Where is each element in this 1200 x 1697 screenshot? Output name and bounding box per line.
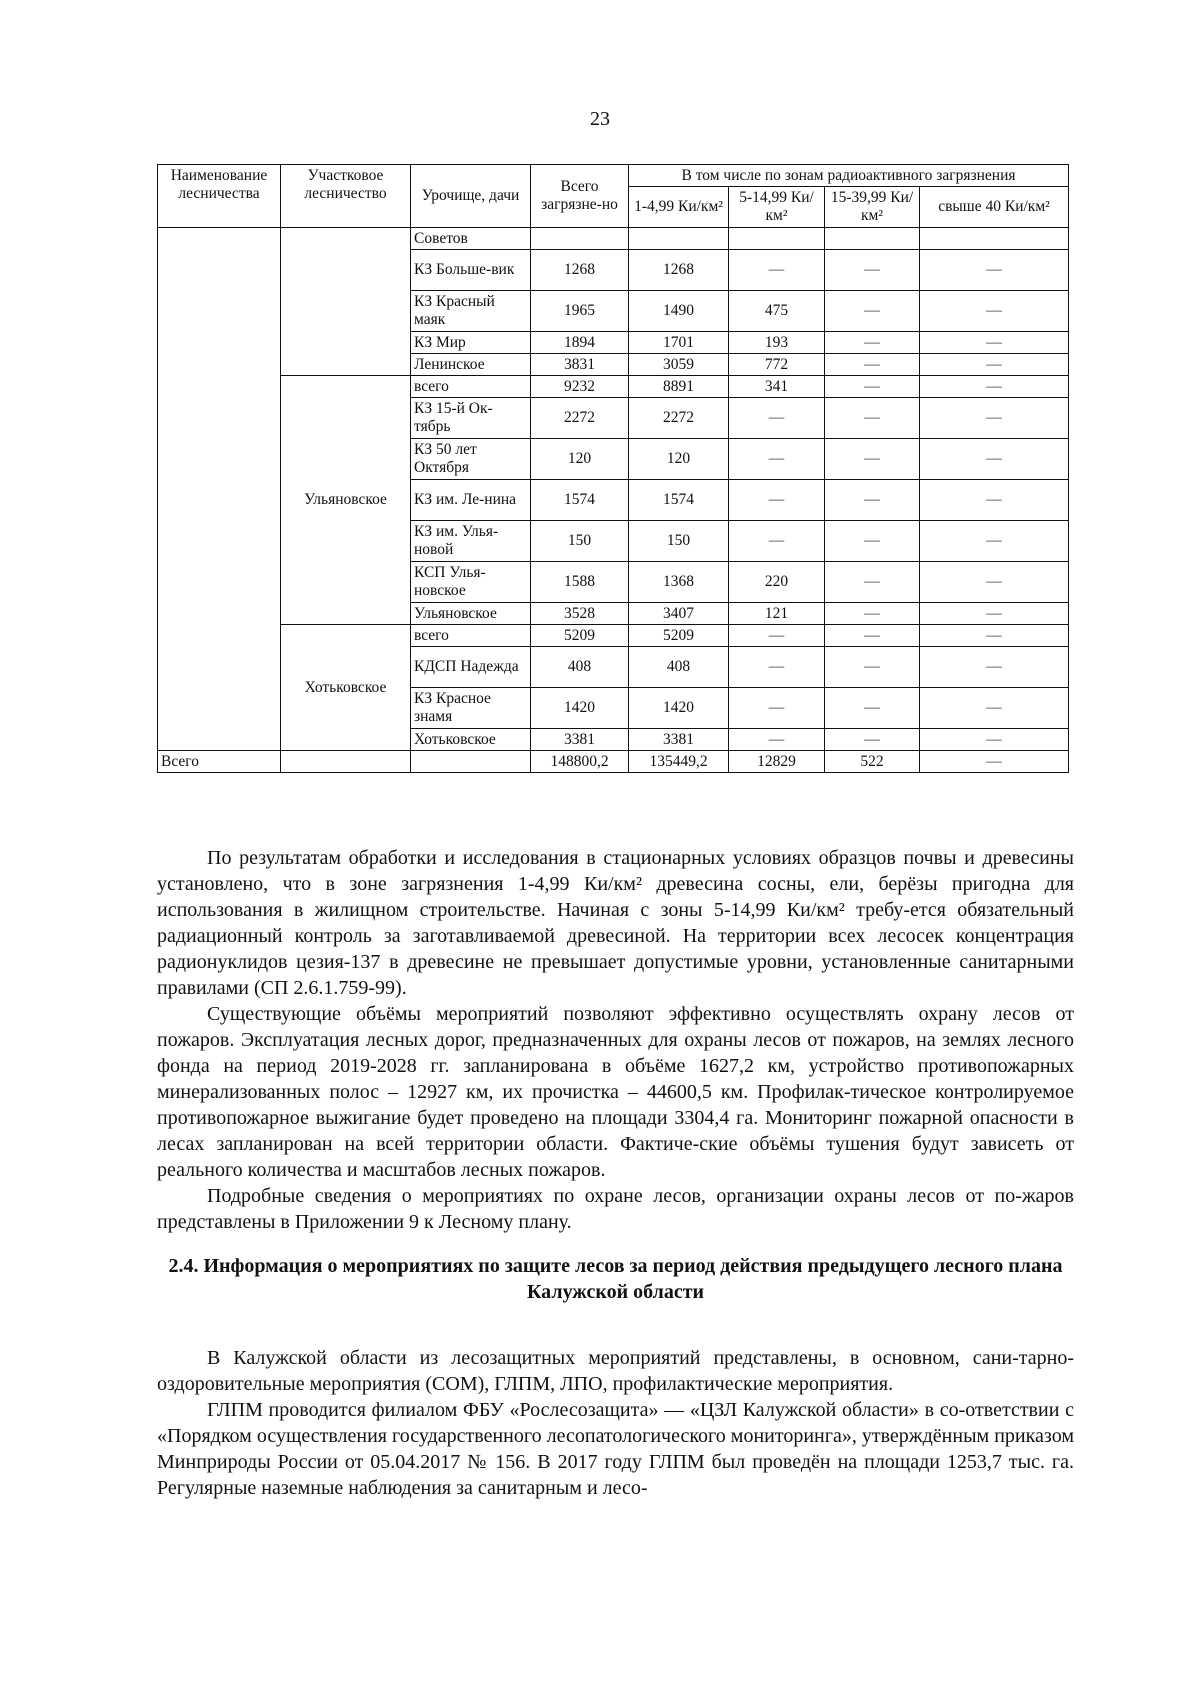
zone-4-cell: — <box>920 521 1069 562</box>
total-cell: 1588 <box>531 562 629 603</box>
zone-2-cell: — <box>729 439 825 480</box>
zone-2-cell: — <box>729 647 825 688</box>
forestry-cell <box>158 228 281 751</box>
zone-4-cell: — <box>920 625 1069 647</box>
zone-1-cell: 5209 <box>629 625 729 647</box>
zone-2-cell: 220 <box>729 562 825 603</box>
body-text-block-2 <box>157 1345 1074 1501</box>
total-cell: 1420 <box>531 688 629 729</box>
grand-total-value: 148800,2 <box>531 751 629 773</box>
tract-cell: КЗ Мир <box>411 332 531 354</box>
header-district: Участковое лесничество <box>281 165 411 228</box>
zone-3-cell: — <box>825 603 920 625</box>
zone-1-cell: 3381 <box>629 729 729 751</box>
zone-2-cell: 475 <box>729 291 825 332</box>
zone-3-cell: — <box>825 332 920 354</box>
total-cell <box>531 228 629 250</box>
zone-3-cell: — <box>825 480 920 521</box>
total-cell: 150 <box>531 521 629 562</box>
total-cell: 1268 <box>531 250 629 291</box>
tract-cell: Хотьковское <box>411 729 531 751</box>
zone-2-cell: — <box>729 688 825 729</box>
zone-3-cell: — <box>825 354 920 376</box>
header-zone-4: свыше 40 Ки/км² <box>920 187 1069 228</box>
zone-2-cell: 193 <box>729 332 825 354</box>
zone-3-cell: — <box>825 521 920 562</box>
header-zones-group: В том числе по зонам радиоактивного загрязнения <box>629 165 1069 187</box>
zone-3-cell: — <box>825 729 920 751</box>
paragraph: По результатам обработки и исследования в стационарных условиях образцов почвы и древесины установлено, что в зоне загрязнения 1-4,99 Ки/км² древесина сосны, ели, берёзы пригодна для использования в жилищном строительстве. Начиная с зоны 5-14,99 Ки/км² требу-ется обязательный радиационный контроль за заготавливаемой древесиной. На территории всех лесосек концентрация радионуклидов цезия-137 в древесине не превышает допустимые уровни, установленные санитарными правилами (СП 2.6.1.759-99). <box>157 847 1074 999</box>
total-cell: 3528 <box>531 603 629 625</box>
zone-1-cell: 2272 <box>629 398 729 439</box>
page-number: 23 <box>590 108 610 130</box>
tract-cell: КСП Улья-новское <box>411 562 531 603</box>
grand-total-zone-4: — <box>920 751 1069 773</box>
tract-cell: КЗ 15-й Ок-тябрь <box>411 398 531 439</box>
zone-1-cell: 3059 <box>629 354 729 376</box>
zone-1-cell: 8891 <box>629 376 729 398</box>
zone-1-cell: 1268 <box>629 250 729 291</box>
grand-total-district <box>281 751 411 773</box>
zone-1-cell: 3407 <box>629 603 729 625</box>
zone-1-cell <box>629 228 729 250</box>
zone-4-cell: — <box>920 480 1069 521</box>
zone-3-cell <box>825 228 920 250</box>
zone-4-cell <box>920 228 1069 250</box>
zone-1-cell: 150 <box>629 521 729 562</box>
tract-cell: КДСП Надежда <box>411 647 531 688</box>
zone-3-cell: — <box>825 398 920 439</box>
header-zone-1: 1-4,99 Ки/км² <box>629 187 729 228</box>
tract-cell: всего <box>411 376 531 398</box>
zone-4-cell: — <box>920 332 1069 354</box>
zone-1-cell: 1490 <box>629 291 729 332</box>
zone-4-cell: — <box>920 647 1069 688</box>
zone-4-cell: — <box>920 688 1069 729</box>
zone-2-cell: — <box>729 729 825 751</box>
paragraph: Подробные сведения о мероприятиях по охране лесов, организации охраны лесов от по-жаров представлены в Приложении 9 к Лесному плану. <box>157 1185 1074 1233</box>
tract-cell: КЗ Красный маяк <box>411 291 531 332</box>
zone-3-cell: — <box>825 376 920 398</box>
zone-2-cell: 772 <box>729 354 825 376</box>
zone-4-cell: — <box>920 562 1069 603</box>
tract-cell: КЗ Красное знамя <box>411 688 531 729</box>
zone-4-cell: — <box>920 250 1069 291</box>
total-cell: 9232 <box>531 376 629 398</box>
total-cell: 120 <box>531 439 629 480</box>
district-cell-continued <box>281 228 411 376</box>
zone-1-cell: 120 <box>629 439 729 480</box>
tract-cell: Советов <box>411 228 531 250</box>
zone-3-cell: — <box>825 291 920 332</box>
grand-total-zone-1: 135449,2 <box>629 751 729 773</box>
zone-2-cell: — <box>729 521 825 562</box>
radioactive-contamination-table <box>157 164 1069 773</box>
zone-4-cell: — <box>920 729 1069 751</box>
tract-cell: Ленинское <box>411 354 531 376</box>
total-cell: 1965 <box>531 291 629 332</box>
zone-1-cell: 1574 <box>629 480 729 521</box>
zone-3-cell: — <box>825 688 920 729</box>
grand-total-zone-3: 522 <box>825 751 920 773</box>
zone-2-cell <box>729 228 825 250</box>
total-cell: 1574 <box>531 480 629 521</box>
zone-3-cell: — <box>825 439 920 480</box>
zone-1-cell: 408 <box>629 647 729 688</box>
zone-4-cell: — <box>920 439 1069 480</box>
section-heading: 2.4. Информация о мероприятиях по защите лесов за период действия предыдущего лесного плана Калужской области <box>168 1255 1063 1303</box>
body-text-block-1 <box>157 845 1074 1235</box>
grand-total-zone-2: 12829 <box>729 751 825 773</box>
total-cell: 1894 <box>531 332 629 354</box>
district-ulyanovskoe: Ульяновское <box>281 376 411 625</box>
tract-cell: КЗ им. Ле-нина <box>411 480 531 521</box>
zone-3-cell: — <box>825 647 920 688</box>
total-cell: 408 <box>531 647 629 688</box>
total-cell: 2272 <box>531 398 629 439</box>
zone-4-cell: — <box>920 291 1069 332</box>
header-zone-3: 15-39,99 Ки/км² <box>825 187 920 228</box>
zone-2-cell: — <box>729 250 825 291</box>
paragraph: ГЛПМ проводится филиалом ФБУ «Рослесозащита» — «ЦЗЛ Калужской области» в со-ответствии с «Порядком осуществления государственного лесопатологического мониторинга», утверждённым приказом Минприроды России от 05.04.2017 № 156. В 2017 году ГЛПМ был проведён на площади 1253,7 тыс. га. Регулярные наземные наблюдения за санитарным и лесо- <box>157 1399 1074 1499</box>
zone-2-cell: — <box>729 480 825 521</box>
tract-cell: КЗ 50 лет Октября <box>411 439 531 480</box>
total-cell: 3831 <box>531 354 629 376</box>
zone-4-cell: — <box>920 398 1069 439</box>
zone-1-cell: 1420 <box>629 688 729 729</box>
zone-2-cell: 121 <box>729 603 825 625</box>
zone-1-cell: 1368 <box>629 562 729 603</box>
paragraph: В Калужской области из лесозащитных мероприятий представлены, в основном, сани-тарно-оздоровительные мероприятия (СОМ), ГЛПМ, ЛПО, профилактические мероприятия. <box>157 1347 1074 1395</box>
zone-2-cell: — <box>729 398 825 439</box>
zone-2-cell: 341 <box>729 376 825 398</box>
total-cell: 5209 <box>531 625 629 647</box>
grand-total-label: Всего <box>158 751 281 773</box>
district-khotkovskoe: Хотьковское <box>281 625 411 751</box>
paragraph: Существующие объёмы мероприятий позволяют эффективно осуществлять охрану лесов от пожаров. Эксплуатация лесных дорог, предназначенных для охраны лесов от пожаров, на землях лесного фонда на период 2019-2028 гг. запланирована в объёме 1627,2 км, устройство противопожарных минерализованных полос – 12927 км, их прочистка – 44600,5 км. Профилак-тическое контролируемое противопожарное выжигание будет проведено на площади 3304,4 га. Мониторинг пожарной опасности в лесах запланирован на всей территории области. Фактиче-ские объёмы тушения будут зависеть от реального количества и масштабов лесных пожаров. <box>157 1003 1074 1181</box>
zone-4-cell: — <box>920 603 1069 625</box>
tract-cell: КЗ Больше-вик <box>411 250 531 291</box>
total-cell: 3381 <box>531 729 629 751</box>
tract-cell: КЗ им. Улья-новой <box>411 521 531 562</box>
zone-4-cell: — <box>920 376 1069 398</box>
header-tract: Урочище, дачи <box>411 165 531 228</box>
header-zone-2: 5-14,99 Ки/км² <box>729 187 825 228</box>
zone-2-cell: — <box>729 625 825 647</box>
zone-4-cell: — <box>920 354 1069 376</box>
tract-cell: всего <box>411 625 531 647</box>
grand-total-tract <box>411 751 531 773</box>
header-forestry: Наименование лесничества <box>158 165 281 228</box>
zone-1-cell: 1701 <box>629 332 729 354</box>
zone-3-cell: — <box>825 250 920 291</box>
header-total: Всего загрязне-но <box>531 165 629 228</box>
zone-3-cell: — <box>825 562 920 603</box>
zone-3-cell: — <box>825 625 920 647</box>
tract-cell: Ульяновское <box>411 603 531 625</box>
